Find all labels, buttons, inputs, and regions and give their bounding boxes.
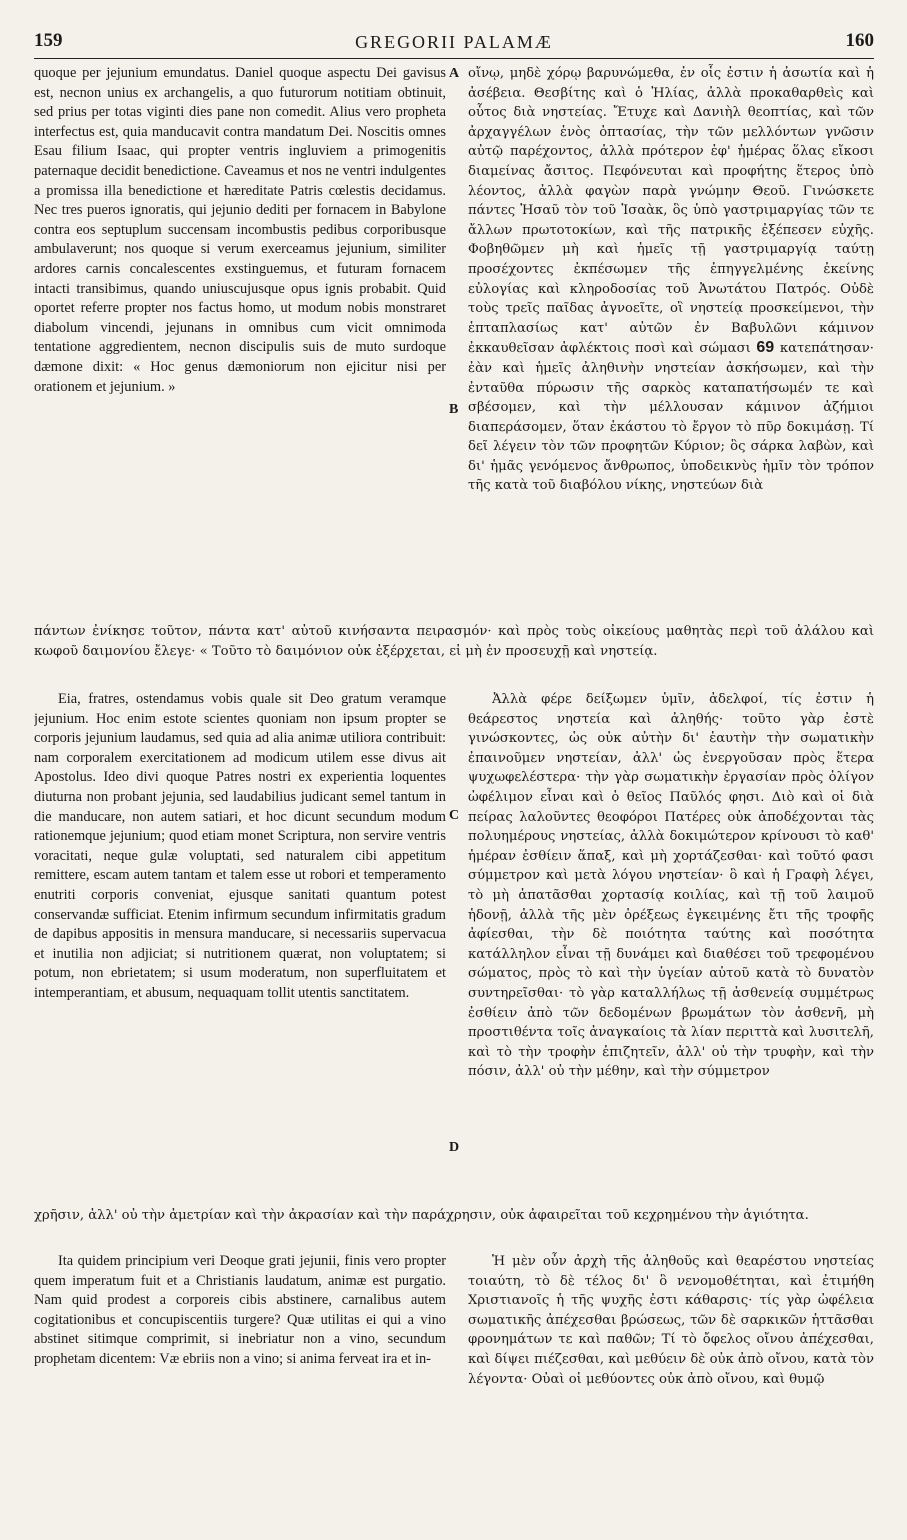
latin-paragraph: Eia, fratres, ostendamus vobis quale sit Deo gratum veramque jejunium. Hoc enim estote scientes quoniam non ipsum propter se corporis jejunium laudamus, sed quia ad alia animæ utiliora contribuit: nam corporalem exercitationem ad modicum utilem esse divus ait Apostolus. Ideo divi quoque Patres nostri ex experientia loquentes diuturna non probant jejunia, sed laudabilius judicant semel tantum in die manducare, non autem satiari, et hoc dicunt secundum modum rationemque jejunium; quod etiam monet Scriptura, non servire ventris voracitati, neque gulæ voluptati, sed naturalem cibi appetitum remittere, escam autem tantam et talem esse ut robori et temperamento enutriti corporis conveniat, ejusque sanitati quantum potest conservandæ sufficiat. Etenim infirmum secundum infirmitatis gradum de dapibus appositis in mensura manducare, si necessariis supervacua et inutilia non adjiciat; si nutritionem quærat, non voluptatem; si potum, non ebrietatem; si usum moderatum, non superfluitatem et intemperantiam, et abusum, nequaquam tollit utentis sanctitatem. bbox=[34, 691, 446, 1001]
greek-text: οἴνῳ, μηδὲ χόρῳ βαρυνώμεθα, ἐν οἷς ἐστιν ἡ ἀσωτία καὶ ἡ ἀσέβεια. Θεσβίτης καὶ ὁ Ἠλίας, ἀλλὰ προκαθαρθεὶς καὶ οὗτος διὰ νηστείας. Ἔτυχε καὶ Δανιὴλ θεοπτίας, καὶ τῶν ἀρχαγγέλων ἑνὸς ὀπτασίας, τὴν τῶν μελλόντων γνῶσιν αὐτῷ παρέχοντος, ἀλλὰ πρότερον ἐφ' ἡμέρας ὅλας εἴκοσι διαμείνας ἄσιτος. Πεφόνευται καὶ προφήτης ἕτερος ὑπὸ λέοντος, ἀλλὰ φαγὼν παρὰ γνώμην Θεοῦ. Γινώσκετε πάντες Ἠσαῦ τὸν τοῦ Ἰσαὰκ, ὃς ὑπὸ γαστριμαργίας τῶν τε ἄλλων πρωτοτοκίων, καὶ τῆς πατρικῆς ἐξέπεσεν εὐχῆς. Φοβηθῶμεν μὴ καὶ ἡμεῖς τῇ γαστριμαργίᾳ ταύτῃ προσέχοντες ἐκπέσωμεν τῆς ἐπηγγελμένης ἐκείνης εὐλογίας καὶ κληροδοσίας τοῦ Ἀνωτάτου Πατρός. Οὐδὲ τοὺς τρεῖς παῖδας ἀγνοεῖτε, οἳ νηστείᾳ προσκείμενοι, τὴν ἑπταπλασίως κατ' αὐτῶν ἐν Βαβυλῶνι κάμινον ἐκκαυθεῖσαν ἀφλέκτοις ποσὶ καὶ σώμασι bbox=[468, 66, 874, 357]
greek-paragraph: Ἀλλὰ φέρε δείξωμεν ὑμῖν, ἀδελφοί, τίς ἐστιν ἡ θεάρεστος νηστεία καὶ ἀληθής· τοῦτο γὰρ ἐστὲ γινώσκοντες, ὡς οὐκ αὐτὴν δι' ἑαυτὴν τὴν σωματικὴν ἐπαινοῦμεν νηστείαν, ἀλλ' ὡς ἐνεργοῦσαν πρὸς ἕτερα ψυχωφελέστερα· τὴν γὰρ σωματικὴν ἐργασίαν πρὸς ὀλίγον ὠφέλιμον εἶναι καὶ ὁ θεῖος Παῦλός φησι. Διὸ καὶ οἱ διὰ πείρας λαλοῦντες θεοφόροι Πατέρες οὐκ ἀποδέχονται τὰς πολυημέρους νηστείας, ἀλλὰ δοκιμώτερον κρίνουσι τὸ καθ' ἡμέραν ἐσθίειν ἅπαξ, καὶ μὴ χορτάζεσθαι· καὶ τοῦτό φασι σύμμετρον καὶ μετὰ λόγου νηστείαν· ὃ καὶ ἡ Γραφὴ λέγει, τὸ μὴ ἀπατᾶσθαι χορτασίᾳ κοιλίας, καὶ τῇ τοῦ λαιμοῦ ἡδονῇ, ἀλλὰ τῆς μὲν ὀρέξεως ἐγκειμένης ἔτι τῆς τροφῆς ἀφίεσθαι, τὴν δὲ ποιότητα ταύτης καὶ ποσότητα κατάλληλον εἶναι τῇ δυνάμει καὶ διαθέσει τοῦ τρεφομένου σώματος, πρὸς τὸ καὶ τὴν ὑγείαν αὐτοῦ κατὰ τὸ δυνατὸν συντηρεῖσθαι· τὸ γὰρ καταλλήλως τῇ ἀσθενείᾳ συμμέτρως ἐσθίειν ἀπὸ τῶν δεδομένων βρωμάτων τὸν ἀσθενῆ, μὴ προστιθέντα τοῖς ἀναγκαίοις τὰ λίαν περιττὰ καὶ λυσιτελῆ, καὶ τὸ τὴν τροφὴν ἐπιζητεῖν, ἀλλ' οὐ τὴν τρυφὴν, καὶ τὴν πόσιν, ἀλλ' οὐ τὴν μέθην, καὶ τὴν σύμμετρον bbox=[468, 692, 874, 1080]
margin-marker-d: D bbox=[449, 1140, 460, 1155]
greek-full-width-2: χρῆσιν, ἀλλ' οὐ τὴν ἀμετρίαν καὶ τὴν ἀκρασίαν καὶ τὴν παράχρησιν, οὐκ ἀφαιρεῖται τοῦ κεχρημένου τὴν ἁγιότητα. bbox=[34, 1208, 809, 1223]
original-page-number: 69 bbox=[756, 339, 775, 357]
greek-column-1 bbox=[468, 64, 874, 618]
greek-column-2 bbox=[468, 690, 874, 1210]
greek-full-width-1: πάντων ἐνίκησε τοῦτον, πάντα κατ' αὐτοῦ κινήσαντα πειρασμόν· καὶ πρὸς τοὺς οἰκείους μαθητὰς περὶ τοῦ ἀλάλου καὶ κωφοῦ δαιμονίου ἔλεγε· « Τοῦτο τὸ δαιμόνιον οὐκ ἐξέρχεται, εἰ μὴ ἐν προσευχῇ καὶ νηστείᾳ. bbox=[34, 624, 874, 659]
margin-marker-c: C bbox=[449, 808, 460, 823]
running-title: GREGORII PALAMÆ bbox=[355, 32, 553, 52]
page-header bbox=[34, 30, 874, 59]
latin-paragraph: Ita quidem principium veri Deoque grati jejunii, finis vero propter quem imperatum fuit et a Christianis laudatum, animæ est purgatio. Nam quid prodest a corporeis cibis abstinere, carnalibus autem cogitationibus et concupiscentiis turgere? Quæ utilitas ei qui a vino abstinet sitimque comprimit, si inebriatur non a vino, secundum prophetam dicentem: Væ ebriis non a vino; si anima ferveat ira et in- bbox=[34, 1253, 446, 1367]
latin-paragraph: quoque per jejunium emundatus. Daniel quoque aspectu Dei gavisus est, necnon unius ex archangelis, a quo futurorum notitiam obtinuit, sed prius per totas viginti dies pane non comedit. Alius vero propheta interfectus est, quia manducavit contra mandatum Dei. Noscitis omnes Esau filium Isaac, qui propter ventris ingluviem a primogenitis paternaque decidit benedictione. Caveamus et nos ne ventri indulgentes a promissa illa benedictione et hæreditate Patris cœlestis decidamus. Nec tres pueros ignoratis, qui jejunio dediti per fornacem in Babylone contra eos septuplum succensam incombustis pedibus corporibusque ambulaverunt; nos quoque si verum exerceamus jejunium, similiter ardores carnis concalescentes exstinguemus, et futuram fornacem intacti transibimus, quando uniuscujusque opus ignis probabit. Quid oportet referre propter nos factus homo, ut modum nobis monstraret diabolum vincendi, jejunans in omnibus cum vicit omnimoda tentatione aggredientem, necnon discipulis suis de muto surdoque dæmone dixit: « Hoc genus dæmoniorum non ejicitur nisi per orationem et jejunium. » bbox=[34, 65, 446, 395]
greek-paragraph bbox=[468, 64, 874, 496]
margin-marker-b: B bbox=[449, 402, 459, 417]
latin-column-3 bbox=[34, 1252, 446, 1532]
greek-text: κατεπάτησαν· ἐὰν καὶ ἡμεῖς ἀληθινὴν νηστείαν ἀσκήσωμεν, καὶ τὴν ἐνταῦθα πύρωσιν τῆς σαρκὸς καταπατήσωμέν τε καὶ σβέσομεν, καὶ τὴν μέλλουσαν κάμινον ἀζήμιοι διαπεράσομεν, ὅταν ἑκάστου τὸ ἔργον τὸ πῦρ δοκιμάσῃ. Τί δεῖ λέγειν τὸν τῶν προφητῶν Κύριον; ὃς σάρκα λαβὼν, καὶ δι' ἡμᾶς γενόμενος ἄνθρωπος, ὑποδεικνὺς ἡμῖν τὸν τρόπον τῆς κατὰ τοῦ διαβόλου νίκης, νηστεύων διὰ bbox=[468, 341, 874, 494]
greek-column-3 bbox=[468, 1252, 874, 1532]
latin-column-2 bbox=[34, 690, 446, 1210]
page-number-right: 160 bbox=[845, 30, 874, 51]
margin-marker-a: A bbox=[449, 66, 460, 81]
page-number-left: 159 bbox=[34, 30, 63, 51]
latin-column-1 bbox=[34, 64, 446, 618]
greek-paragraph: Ἡ μὲν οὖν ἀρχὴ τῆς ἀληθοῦς καὶ θεαρέστου νηστείας τοιαύτη, τὸ δὲ τέλος δι' ὃ νενομοθέτηται, καὶ ἐτιμήθη Χριστιανοῖς ἡ τῆς ψυχῆς ἐστι κάθαρσις· τίς γὰρ ὠφέλεια σωματικῆς ἀπέχεσθαι βρώσεως, τῶν δὲ σαρκικῶν ἡττᾶσθαι φρονημάτων τε καὶ παθῶν; Τί τὸ ὄφελος οἴνου ἀπέχεσθαι, καὶ δίψει πιέζεσθαι, καὶ μεθύειν δὲ οὐκ ἀπὸ οἴνου, κατὰ τὸν λέγοντα· Οὐαὶ οἱ μεθύοντες οὐκ ἀπὸ οἴνου, καὶ θυμῷ bbox=[468, 1254, 874, 1387]
